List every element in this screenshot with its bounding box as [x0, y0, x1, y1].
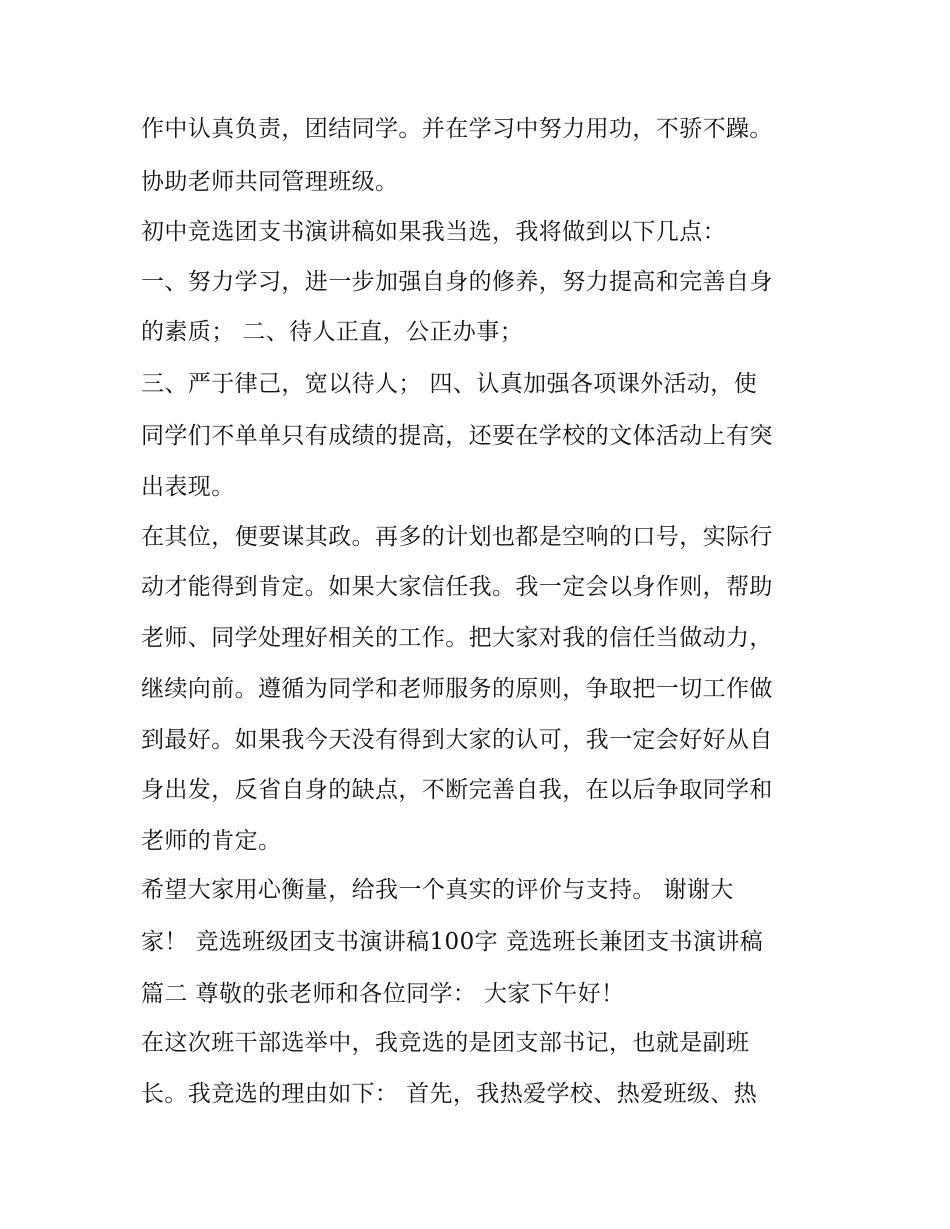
- text-line: 的素质； 二、待人正直，公正办事；: [141, 319, 524, 345]
- text-line: 在其位，便要谋其政。再多的计划也都是空响的口号，实际行: [141, 524, 773, 550]
- text-line: 出表现。: [141, 474, 235, 500]
- text-line: 三、严于律己，宽以待人； 四、认真加强各项课外活动，使: [141, 371, 758, 397]
- text-line: 篇二 尊敬的张老师和各位同学： 大家下午好！: [141, 981, 625, 1007]
- text-line: 同学们不单单只有成绩的提高，还要在学校的文体活动上有突: [141, 423, 773, 449]
- text-line: 在这次班干部选举中，我竞选的是团支部书记，也就是副班: [141, 1030, 750, 1056]
- text-line: 继续向前。遵循为同学和老师服务的原则，争取把一切工作做: [141, 676, 773, 702]
- text-line: 希望大家用心衡量，给我一个真实的评价与支持。 谢谢大: [141, 877, 734, 903]
- text-line: 协助老师共同管理班级。: [141, 169, 399, 195]
- text-line: 长。我竞选的理由如下： 首先，我热爱学校、热爱班级、热: [141, 1081, 758, 1107]
- text-line: 初中竞选团支书演讲稿如果我当选，我将做到以下几点：: [141, 219, 726, 245]
- text-line: 老师、同学处理好相关的工作。把大家对我的信任当做动力，: [141, 625, 773, 651]
- text-line: 动才能得到肯定。如果大家信任我。我一定会以身作则，帮助: [141, 574, 773, 600]
- text-line: 家！ 竞选班级团支书演讲稿100字 竞选班长兼团支书演讲稿: [141, 929, 764, 955]
- text-line: 一、努力学习，进一步加强自身的修养，努力提高和完善自身: [141, 269, 773, 295]
- text-line: 身出发，反省自身的缺点，不断完善自我，在以后争取同学和: [141, 777, 773, 803]
- text-line: 老师的肯定。: [141, 828, 282, 854]
- text-line: 到最好。如果我今天没有得到大家的认可，我一定会好好从自: [141, 727, 773, 753]
- text-line: 作中认真负责，团结同学。并在学习中努力用功，不骄不躁。: [141, 116, 773, 142]
